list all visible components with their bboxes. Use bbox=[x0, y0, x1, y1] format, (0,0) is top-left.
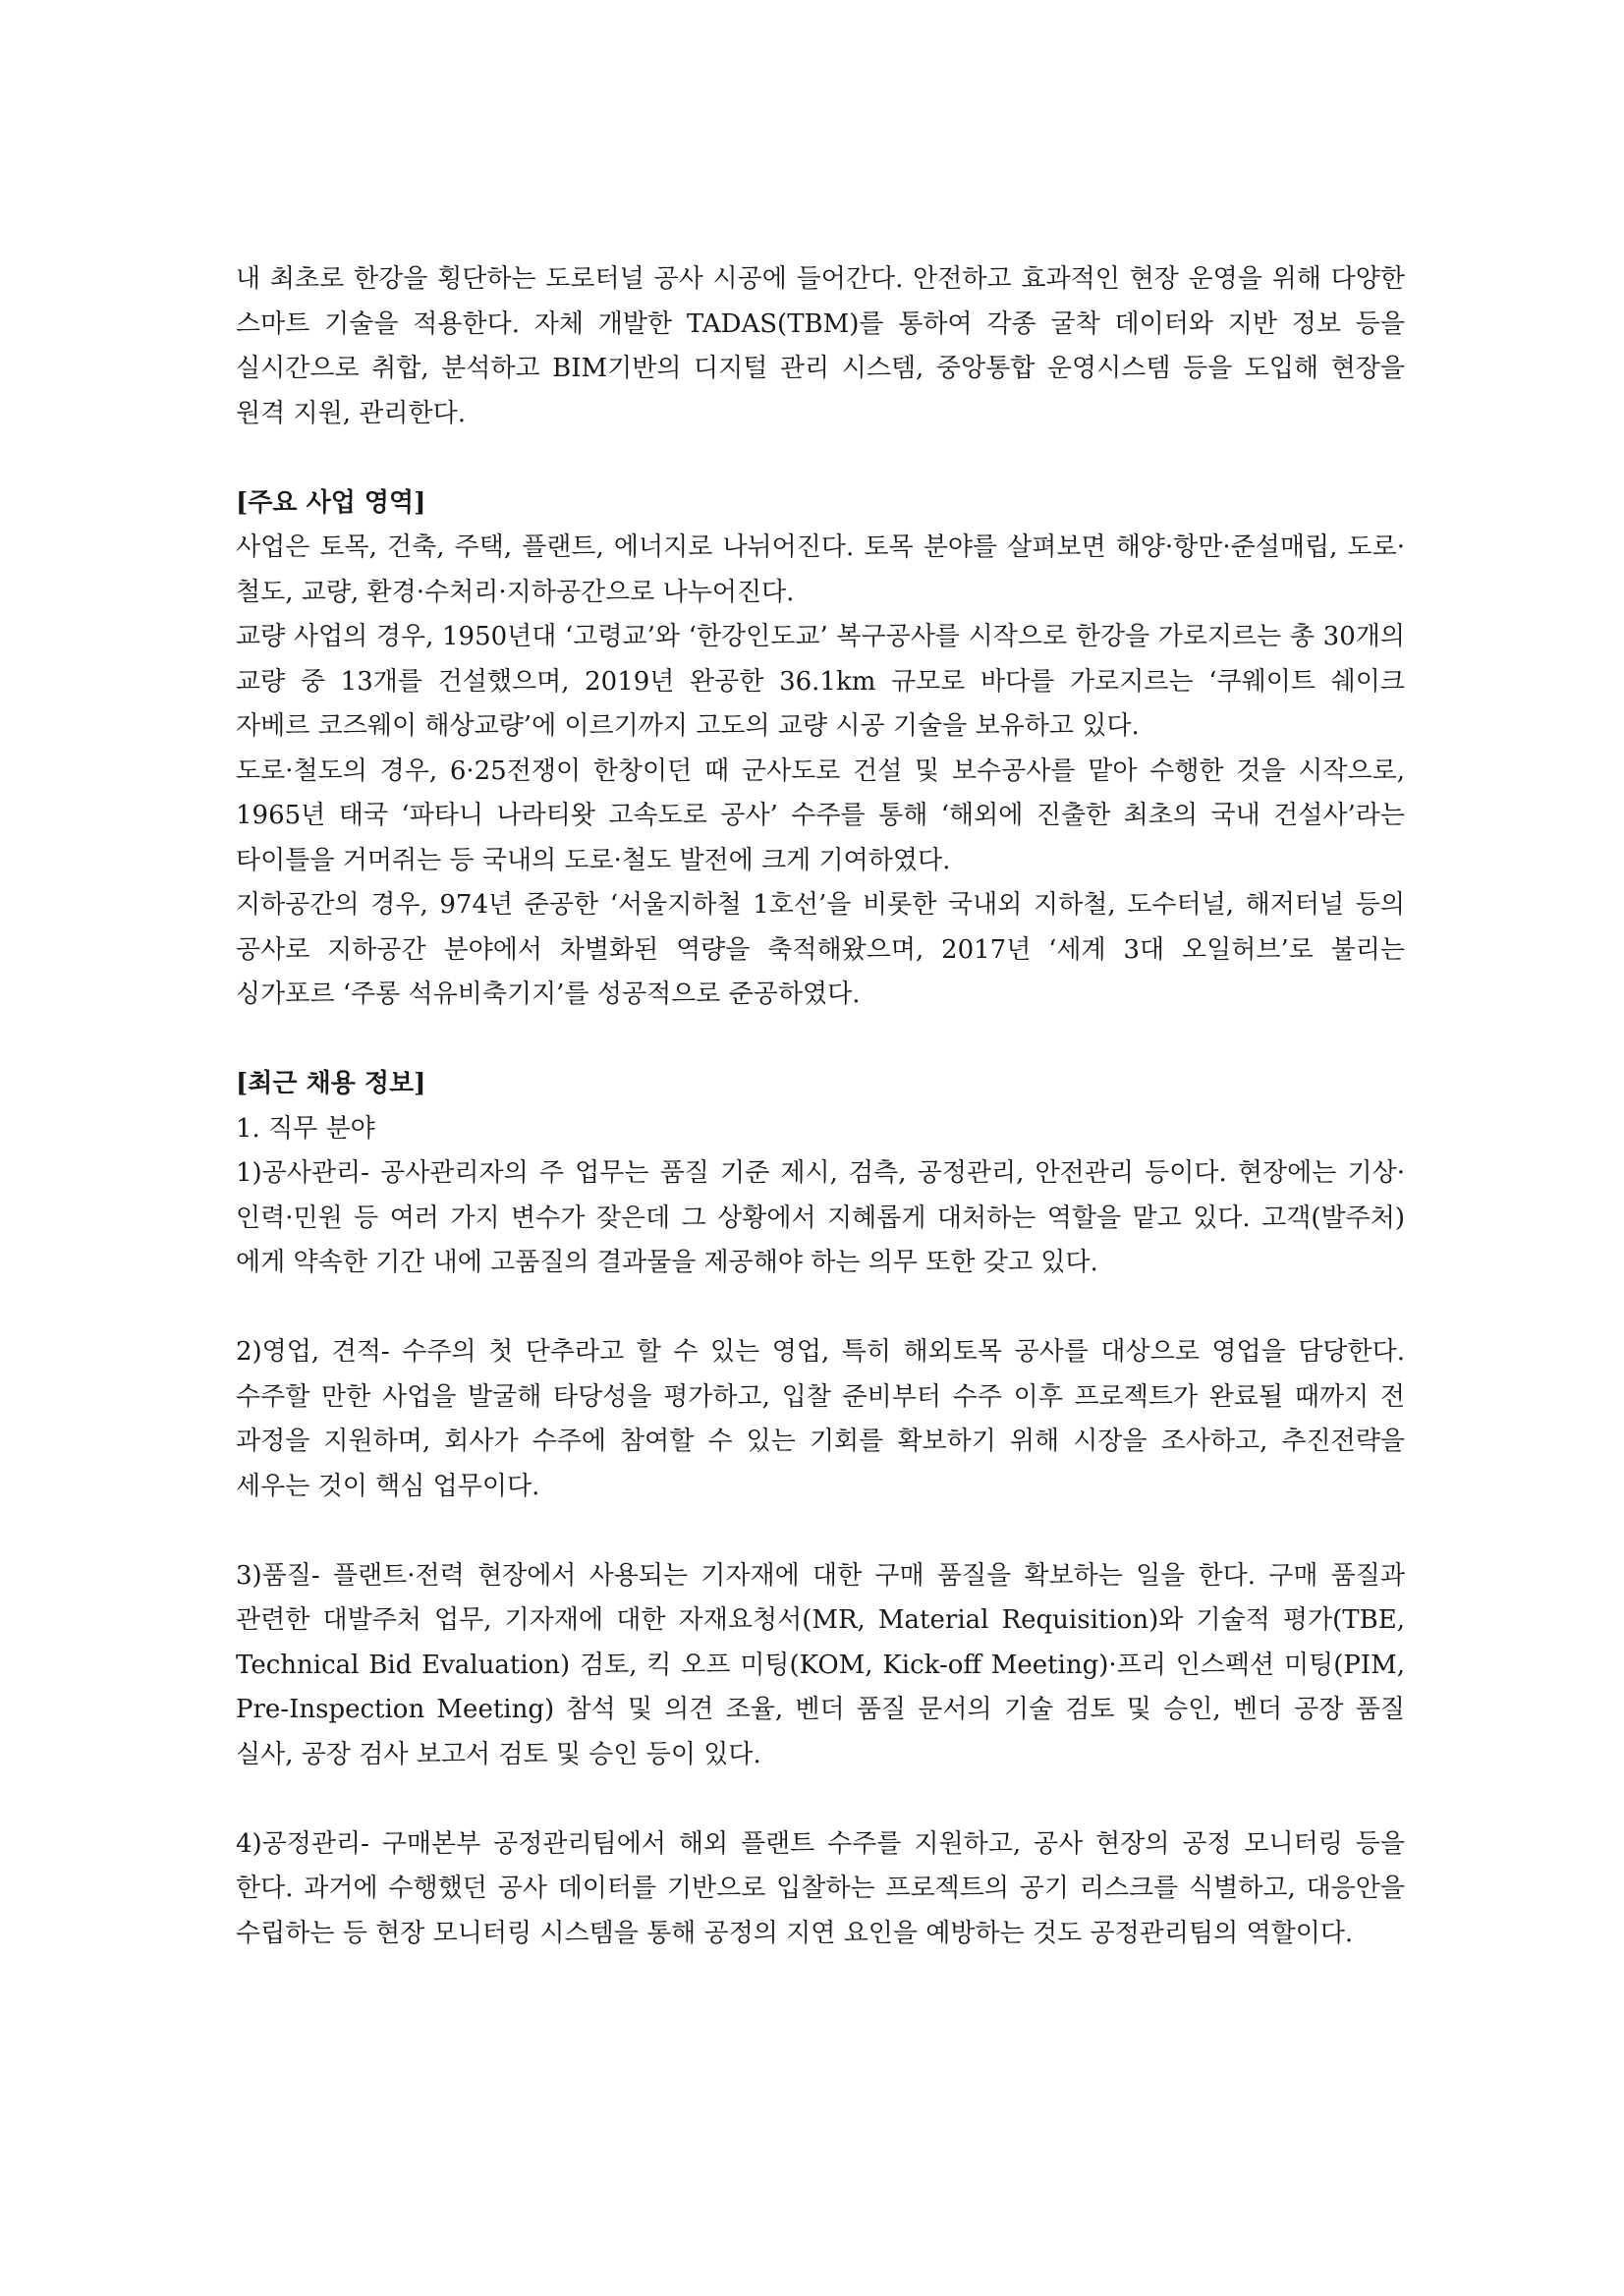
recruit-item-schedule-management: 4)공정관리- 구매본부 공정관리팀에서 해외 플랜트 수주를 지원하고, 공사 현장의 공정 모니터링 등을 한다. 과거에 수행했던 공사 데이터를 기반으로 입찰하는 프로젝트의 공기 리스크를 식별하고, 대응안을 수립하는 등 현장 모니터링 시스템을 통해 공정의 지연 요인을 예방하는 것도 공정관리팀의 역할이다. bbox=[236, 1828, 1405, 1948]
paragraph-gap bbox=[236, 1509, 1405, 1554]
paragraph-gap bbox=[236, 436, 1405, 481]
business-section-title: [주요 사업 영역] bbox=[236, 487, 426, 518]
recruit-subtitle: 1. 직무 분야 bbox=[236, 1113, 375, 1144]
paragraph-gap bbox=[236, 1777, 1405, 1822]
intro-paragraph: 내 최초로 한강을 횡단하는 도로터널 공사 시공에 들어간다. 안전하고 효과적인 현장 운영을 위해 다양한 스마트 기술을 적용한다. 자체 개발한 TADAS(TBM)를 통하여 각종 굴착 데이터와 지반 정보 등을 실시간으로 취합, 분석하고 BIM기반의 디지털 관리 시스템, 중앙통합 운영시스템 등을 도입해 현장을 원격 지원, 관리한다. bbox=[236, 264, 1406, 428]
recruit-section-title: [최근 채용 정보] bbox=[236, 1069, 426, 1098]
business-paragraph-bridge: 교량 사업의 경우, 1950년대 ‘고령교’와 ‘한강인도교’ 복구공사를 시작으로 한강을 가로지르는 총 30개의 교량 중 13개를 건설했으며, 2019년 완공한 36.1km 규모로 바다를 가로지르는 ‘쿠웨이트 쉐이크 자베르 코즈웨이 해상교량’에 이르기까지 고도의 교량 시공 기술을 보유하고 있다. bbox=[236, 622, 1405, 741]
recruit-item-quality: 3)품질- 플랜트·전력 현장에서 사용되는 기자재에 대한 구매 품질을 확보하는 일을 한다. 구매 품질과 관련한 대발주처 업무, 기자재에 대한 자재요청서(MR, Material Requisition)와 기술적 평가(TBE, Technical Bid Evaluation) 검토, 킥 오프 미팅(KOM, Kick-off Meeting)·프리 인스펙션 미팅(PIM, Pre-Inspection Meeting) 참석 및 의견 조율, 벤더 품질 문서의 기술 검토 및 승인, 벤더 공장 품질 실사, 공장 검사 보고서 검토 및 승인 등이 있다. bbox=[236, 1560, 1405, 1769]
paragraph-gap bbox=[236, 1286, 1405, 1331]
business-paragraph-overview: 사업은 토목, 건축, 주택, 플랜트, 에너지로 나뉘어진다. 토목 분야를 살펴보면 해양·항만·준설매립, 도로·철도, 교량, 환경·수처리·지하공간으로 나누어진다. bbox=[236, 532, 1405, 607]
recruit-item-sales-estimation: 2)영업, 견적- 수주의 첫 단추라고 할 수 있는 영업, 특히 해외토목 공사를 대상으로 영업을 담당한다. 수주할 만한 사업을 발굴해 타당성을 평가하고, 입찰 준비부터 수주 이후 프로젝트가 완료될 때까지 전 과정을 지원하며, 회사가 수주에 참여할 수 있는 기회를 확보하기 위해 시장을 조사하고, 추진전략을 세우는 것이 핵심 업무이다. bbox=[236, 1337, 1405, 1501]
recruit-item-construction-management: 1)공사관리- 공사관리자의 주 업무는 품질 기준 제시, 검측, 공정관리, 안전관리 등이다. 현장에는 기상·인력·민원 등 여러 가지 변수가 잦은데 그 상황에서 지혜롭게 대처하는 역할을 맡고 있다. 고객(발주처)에게 약속한 기간 내에 고품질의 결과물을 제공해야 하는 의무 또한 갖고 있다. bbox=[236, 1158, 1405, 1277]
paragraph-gap bbox=[236, 1018, 1405, 1063]
business-paragraph-underground: 지하공간의 경우, 974년 준공한 ‘서울지하철 1호선’을 비롯한 국내외 지하철, 도수터널, 해저터널 등의 공사로 지하공간 분야에서 차별화된 역량을 축적해왔으며, 2017년 ‘세계 3대 오일허브’로 불리는 싱가포르 ‘주롱 석유비축기지’를 성공적으로 준공하였다. bbox=[236, 890, 1405, 1009]
business-paragraph-road-rail: 도로·철도의 경우, 6·25전쟁이 한창이던 때 군사도로 건설 및 보수공사를 맡아 수행한 것을 시작으로, 1965년 태국 ‘파타니 나라티왓 고속도로 공사’ 수주를 통해 ‘해외에 진출한 최초의 국내 건설사’라는 타이틀을 거머쥐는 등 국내의 도로·철도 발전에 크게 기여하였다. bbox=[236, 756, 1405, 875]
document-body bbox=[236, 257, 1405, 1956]
